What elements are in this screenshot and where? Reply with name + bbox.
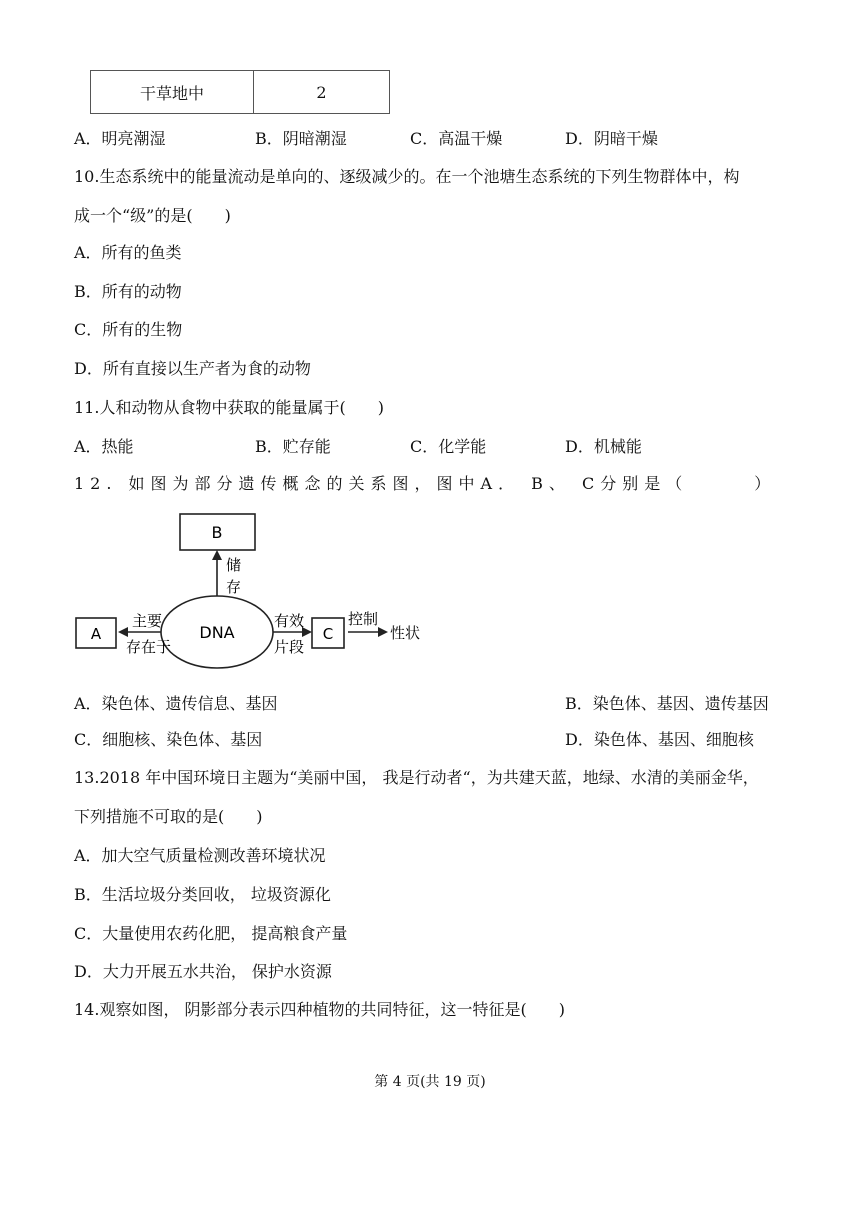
- q10-stem-line2: 成一个“级”的是( ): [74, 206, 231, 225]
- box-a-label: A: [90, 625, 102, 643]
- label-trait: 性状: [390, 624, 421, 642]
- page-footer: 第 4 页(共 19 页): [374, 1074, 486, 1090]
- label-eff-2: 片段: [274, 638, 305, 656]
- dna-label: DNA: [199, 623, 235, 642]
- arrow-to-b-head: [212, 550, 222, 560]
- q13-option-d: D．大力开展五水共治， 保护水资源: [74, 962, 332, 981]
- q10-option-a: A．所有的鱼类: [74, 243, 182, 262]
- q10-option-c: C．所有的生物: [74, 320, 183, 339]
- q13-option-c: C．大量使用农药化肥， 提高粮食产量: [74, 924, 348, 943]
- table-cell-place: 干草地中: [91, 71, 254, 114]
- q12-option-a: A．染色体、遗传信息、基因: [74, 694, 278, 713]
- label-eff-1: 有效: [274, 612, 305, 630]
- q11-stem: 11.人和动物从食物中获取的能量属于( ): [74, 398, 384, 417]
- table-cell-count: 2: [254, 71, 390, 114]
- q10-stem-line1: 10.生态系统中的能量流动是单向的、逐级减少的。在一个池塘生态系统的下列生物群体中，构: [74, 167, 740, 186]
- label-main-2: 存在于: [126, 638, 172, 656]
- q13-stem-line2: 下列措施不可取的是( ): [74, 807, 263, 826]
- q13-stem-line1: 13.2018 年中国环境日主题为“美丽中国， 我是行动者“，为共建天蓝，地绿、水清的美丽金华，: [74, 768, 759, 787]
- label-main-1: 主要: [132, 612, 163, 630]
- arrow-to-trait-head: [378, 627, 388, 637]
- q11-option-d: D．机械能: [565, 437, 642, 456]
- box-c-label: C: [322, 625, 334, 643]
- q9-option-b: B．阴暗潮湿: [255, 129, 347, 148]
- q12-option-c: C．细胞核、染色体、基因: [74, 730, 263, 749]
- q13-option-a: A．加大空气质量检测改善环境状况: [74, 846, 326, 865]
- q10-option-b: B．所有的动物: [74, 282, 182, 301]
- arrow-to-a-head: [118, 627, 128, 637]
- table-row: [91, 71, 390, 114]
- genetics-concept-diagram: [70, 508, 440, 678]
- q10-option-d: D．所有直接以生产者为食的动物: [74, 359, 311, 378]
- box-b-label: B: [211, 523, 223, 542]
- label-control: 控制: [348, 610, 379, 628]
- habitat-table: [90, 70, 390, 114]
- q9-option-c: C．高温干燥: [410, 129, 503, 148]
- q11-option-c: C．化学能: [410, 437, 487, 456]
- label-store-2: 存: [226, 578, 242, 596]
- q9-option-a: A．明亮潮湿: [74, 129, 166, 148]
- q14-stem: 14.观察如图， 阴影部分表示四种植物的共同特征，这一特征是( ): [74, 1000, 566, 1019]
- label-store-1: 储: [226, 556, 242, 574]
- q11-option-a: A．热能: [74, 437, 134, 456]
- q13-option-b: B．生活垃圾分类回收， 垃圾资源化: [74, 885, 331, 904]
- q12-option-d: D．染色体、基因、细胞核: [565, 730, 754, 749]
- q12-stem: 12. 如图为部分遗传概念的关系图，图中A． B、 C分别是（ ）: [74, 474, 777, 493]
- q9-option-d: D．阴暗干燥: [565, 129, 658, 148]
- q12-option-b: B．染色体、基因、遗传基因: [565, 694, 769, 713]
- q11-option-b: B．贮存能: [255, 437, 331, 456]
